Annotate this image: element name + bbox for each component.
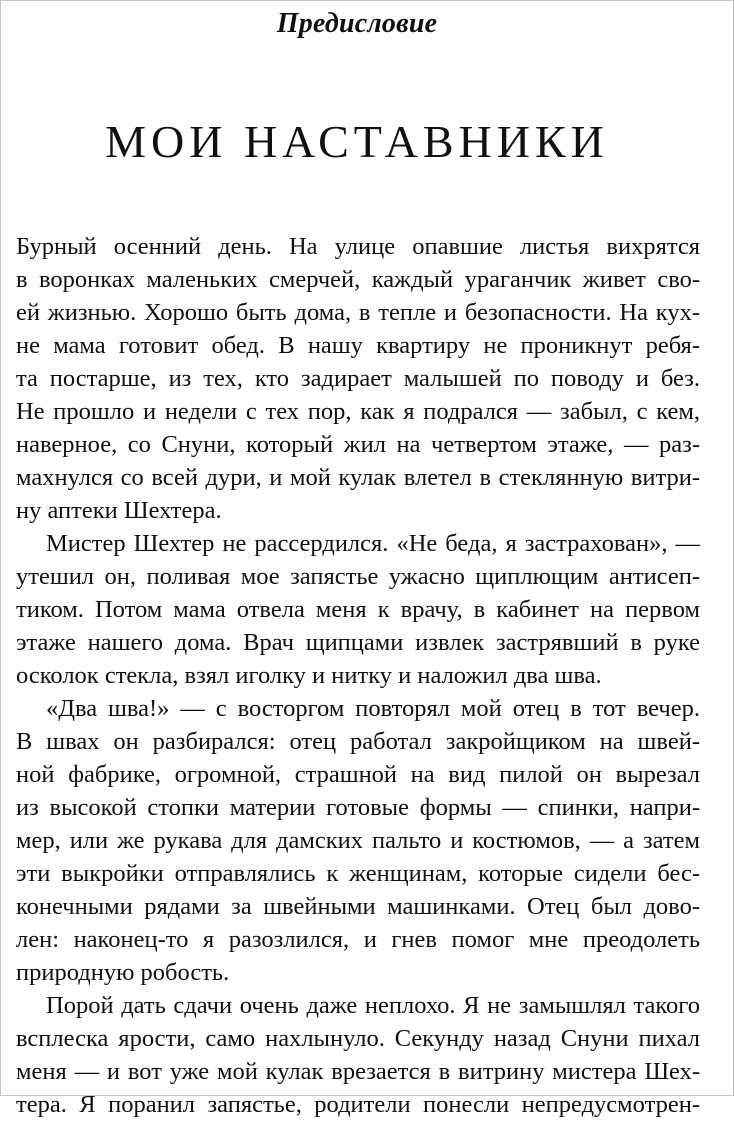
text-line: махнулся со всей дури, и мой кулак влетел в стеклянную витри-	[16, 464, 700, 491]
text-line: этаже нашего дома. Врач щипцами извлек застрявший в руке	[16, 629, 700, 656]
text-line: меня — и вот уже мой кулак врезается в витрину мистера Шех-	[16, 1058, 700, 1085]
text-line: всплеска ярости, само нахлынуло. Секунду назад Снуни пихал	[16, 1025, 700, 1052]
text-line: эти выкройки отправлялись к женщинам, которые сидели бес-	[16, 860, 700, 887]
section-label: Предисловие	[276, 8, 438, 39]
text-line: Бурный осенний день. На улице опавшие листья вихрятся	[16, 233, 700, 260]
text-line: ей жизнью. Хорошо быть дома, в тепле и безопасности. На кух-	[16, 299, 700, 326]
text-line: Не прошло и недели с тех пор, как я подрался — забыл, с кем,	[16, 398, 700, 425]
text-line: не мама готовит обед. В нашу квартиру не проникнут ребя-	[16, 332, 700, 359]
text-line: природную робость.	[16, 959, 230, 986]
text-line: тера. Я поранил запястье, родители понесли непредусмотрен-	[16, 1091, 700, 1118]
text-line: тиком. Потом мама отвела меня к врачу, в кабинет на первом	[16, 596, 700, 623]
text-line: мер, или же рукава для дамских пальто и костюмов, — а затем	[16, 827, 700, 854]
text-line: Мистер Шехтер не рассердился. «Не беда, я застрахован», —	[46, 530, 700, 557]
chapter-title: МОИ НАСТАВНИКИ	[105, 115, 609, 167]
text-line: ну аптеки Шехтера.	[16, 497, 222, 524]
text-line: из высокой стопки материи готовые формы — спинки, напри-	[16, 794, 700, 821]
text-line: лен: наконец-то я разозлился, и гнев помог мне преодолеть	[16, 926, 700, 953]
text-line: ной фабрике, огромной, страшной на вид пилой он вырезал	[16, 761, 700, 788]
text-line: в воронках маленьких смерчей, каждый ураганчик живет сво-	[16, 266, 700, 293]
text-line: наверное, со Снуни, который жил на четвертом этаже, — раз-	[16, 431, 700, 458]
text-line: Порой дать сдачи очень даже неплохо. Я не замышлял такого	[46, 992, 700, 1019]
text-line: конечными рядами за швейными машинками. Отец был дово-	[16, 893, 700, 920]
text-line: та постарше, из тех, кто задирает малышей по поводу и без.	[16, 365, 700, 392]
text-line: осколок стекла, взял иголку и нитку и наложил два шва.	[16, 662, 602, 689]
text-line: утешил он, поливая мое запястье ужасно щиплющим антисеп-	[16, 563, 700, 590]
text-line: В швах он разбирался: отец работал закройщиком на швей-	[16, 728, 700, 755]
text-line: «Два шва!» — с восторгом повторял мой отец в тот вечер.	[46, 695, 700, 722]
body-text	[16, 230, 700, 1118]
